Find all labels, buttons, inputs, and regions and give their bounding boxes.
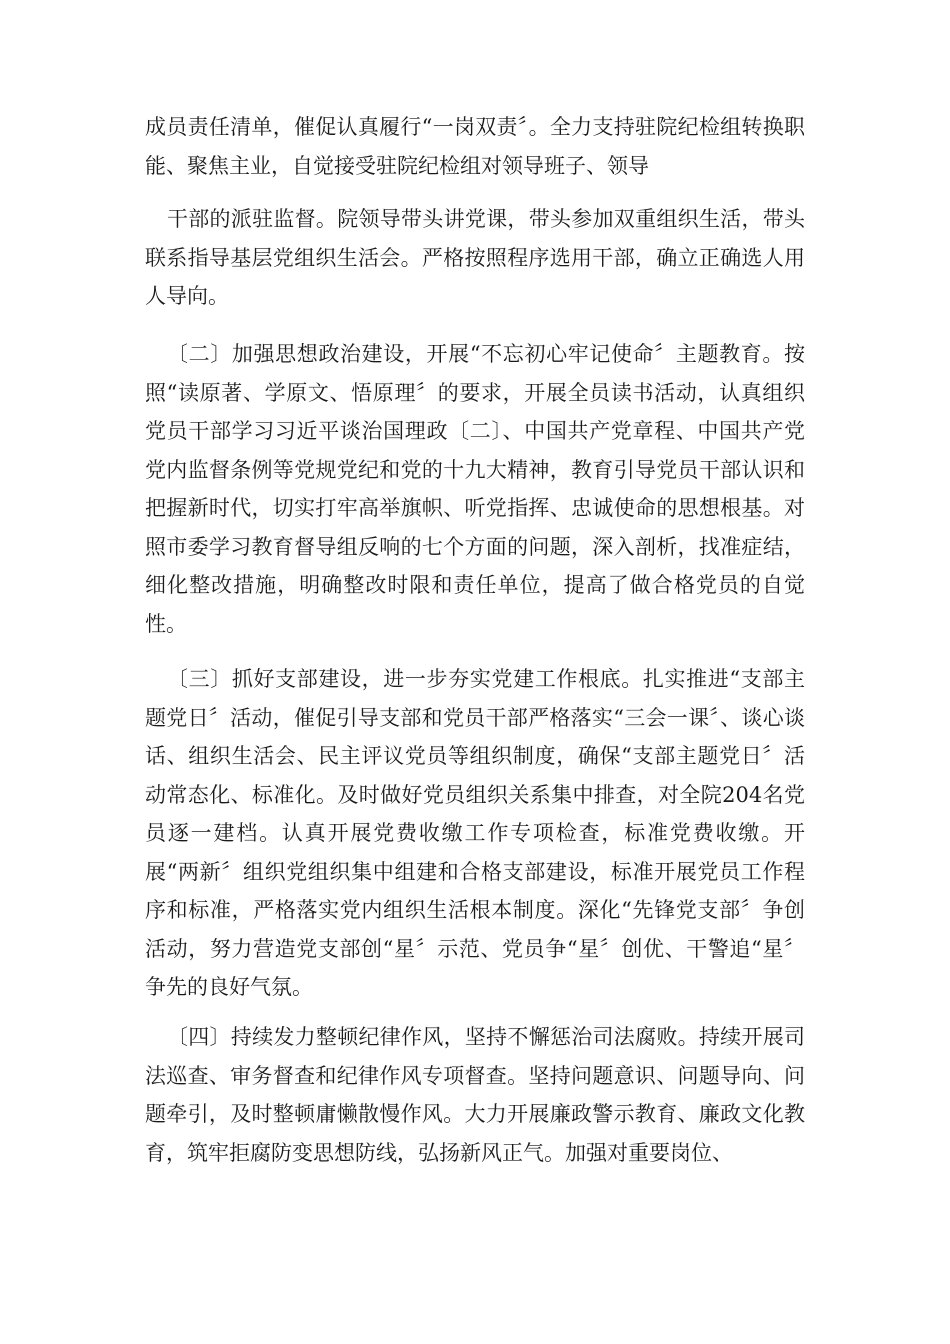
paragraph-section-2: 〔二〕加强思想政治建设，开展“不忘初心牢记使命〞主题教育。按照“读原著、学原文、悟原理〞的要求，开展全员读书活动，认真组织党员干部学习习近平谈治国理政〔二〕、中国共产党章程、中国共产党党内监督条例等党规党纪和党的十九大精神，教育引导党员干部认识和把握新时代，切实打牢高举旗帜、听党指挥、忠诚使命的思想根基。对照市委学习教育督导组反响的七个方面的问题，深入剖析，找准症结，细化整改措施，明确整改时限和责任单位，提高了做合格党员的自觉性。 — [145, 342, 805, 636]
paragraph-continuation-2: 干部的派驻监督。院领导带头讲党课，带头参加双重组织生活，带头联系指导基层党组织生活会。严格按照程序选用干部，确立正确选人用人导向。 — [145, 207, 805, 308]
paragraph-continuation: 成员责任清单，催促认真履行“一岗双责〞。全力支持驻院纪检组转换职能、聚焦主业，自觉接受驻院纪检组对领导班子、领导 — [145, 115, 805, 178]
paragraph-section-3: 〔三〕抓好支部建设，进一步夯实党建工作根底。扎实推进“支部主题党日〞活动，催促引导支部和党员干部严格落实“三会一课〞、谈心谈话、组织生活会、民主评议党员等组织制度，确保“支部主题党日〞活动常态化、标准化。及时做好党员组织关系集中排查，对全院204名党员逐一建档。认真开展党费收缴工作专项检查，标准党费收缴。开展“两新〞组织党组织集中组建和合格支部建设，标准开展党员工作程序和标准，严格落实党内组织生活根本制度。深化“先锋党支部〞争创活动，努力营造党支部创“星〞示范、党员争“星〞创优、干警追“星〞争先的良好气氛。 — [145, 667, 805, 999]
paragraph-section-4: 〔四〕持续发力整顿纪律作风，坚持不懈惩治司法腐败。持续开展司法巡查、审务督查和纪律作风专项督查。坚持问题意识、问题导向、问题牵引，及时整顿庸懒散慢作风。大力开展廉政警示教育、廉政文化教育，筑牢拒腐防变思想防线，弘扬新风正气。加强对重要岗位、 — [145, 1025, 805, 1165]
